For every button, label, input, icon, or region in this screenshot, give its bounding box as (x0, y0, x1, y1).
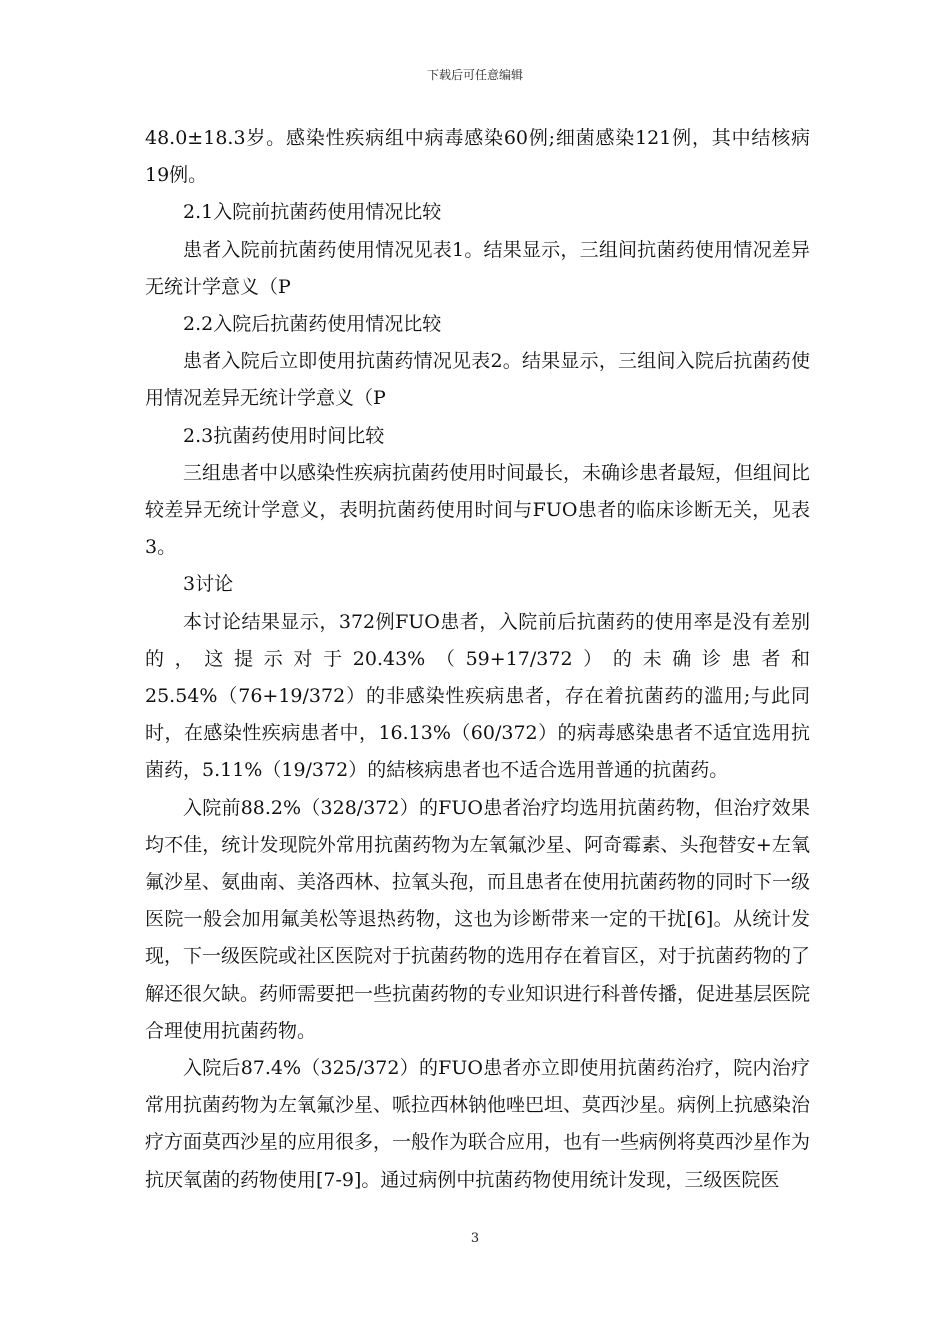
paragraph-discussion-3: 入院后87.4%（325/372）的FUO患者亦立即使用抗菌药治疗，院内治疗常用抗菌药物为左氧氟沙星、哌拉西林钠他唑巴坦、莫西沙星。病例上抗感染治疗方面莫西沙星的应用很多，一般作为联合应用，也有一些病例将莫西沙星作为抗厌氧菌的药物使用[7-9]。通过病例中抗菌药物使用统计发现，三级医院医 (145, 1057, 811, 1191)
section-heading-3: 3讨论 (183, 573, 234, 596)
section-heading-2-3: 2.3抗菌药使用时间比较 (183, 424, 385, 447)
paragraph-discussion-2: 入院前88.2%（328/372）的FUO患者治疗均选用抗菌药物，但治疗效果均不佳，统计发现院外常用抗菌药物为左氧氟沙星、阿奇霉素、头孢替安+左氧氟沙星、氨曲南、美洛西林、拉氧头孢，而且患者在使用抗菌药物的同时下一级医院一般会加用氟美松等退热药物，这也为诊断带来一定的干扰[6]。从统计发现，下一级医院或社区医院对于抗菌药物的选用存在着盲区，对于抗菌药物的了解还很欠缺。药师需要把一些抗菌药物的专业知识进行科普传播，促进基层医院合理使用抗菌药物。 (145, 796, 811, 1042)
paragraph-discussion-1: 本讨论结果显示，372例FUO患者，入院前后抗菌药的使用率是没有差别的，这提示对于20.43%（59+17/372）的未确诊患者和25.54%（76+19/372）的非感染性疾病患者，存在着抗菌药的滥用;与此同时，在感染性疾病患者中，16.13%（60/372）的病毒感染患者不适宜选用抗菌药，5.11%（19/372）的結核病患者也不适合选用普通的抗菌药。 (145, 610, 810, 782)
paragraph-pre-admission: 患者入院前抗菌药使用情况见表1。结果显示，三组间抗菌药使用情况差异无统计学意义（P (145, 238, 810, 298)
section-heading-2-1: 2.1入院前抗菌药使用情况比较 (183, 201, 442, 224)
paragraph-post-admission: 患者入院后立即使用抗菌药情况见表2。结果显示，三组间入院后抗菌药使用情况差异无统计学意义（P (145, 350, 810, 410)
paragraph-age-summary: 48.0±18.3岁。感染性疾病组中病毒感染60例;细菌感染121例，其中结核病19例。 (145, 127, 810, 187)
paragraph-duration: 三组患者中以感染性疾病抗菌药使用时间最长，未确诊患者最短，但组间比较差异无统计学意义，表明抗菌药使用时间与FUO患者的临床诊断无关，见表3。 (145, 461, 811, 559)
section-heading-2-2: 2.2入院后抗菌药使用情况比较 (183, 313, 442, 336)
page-header: 下载后可任意编辑 (426, 68, 523, 82)
page-number: 3 (470, 1231, 480, 1246)
document-body (145, 120, 810, 1199)
